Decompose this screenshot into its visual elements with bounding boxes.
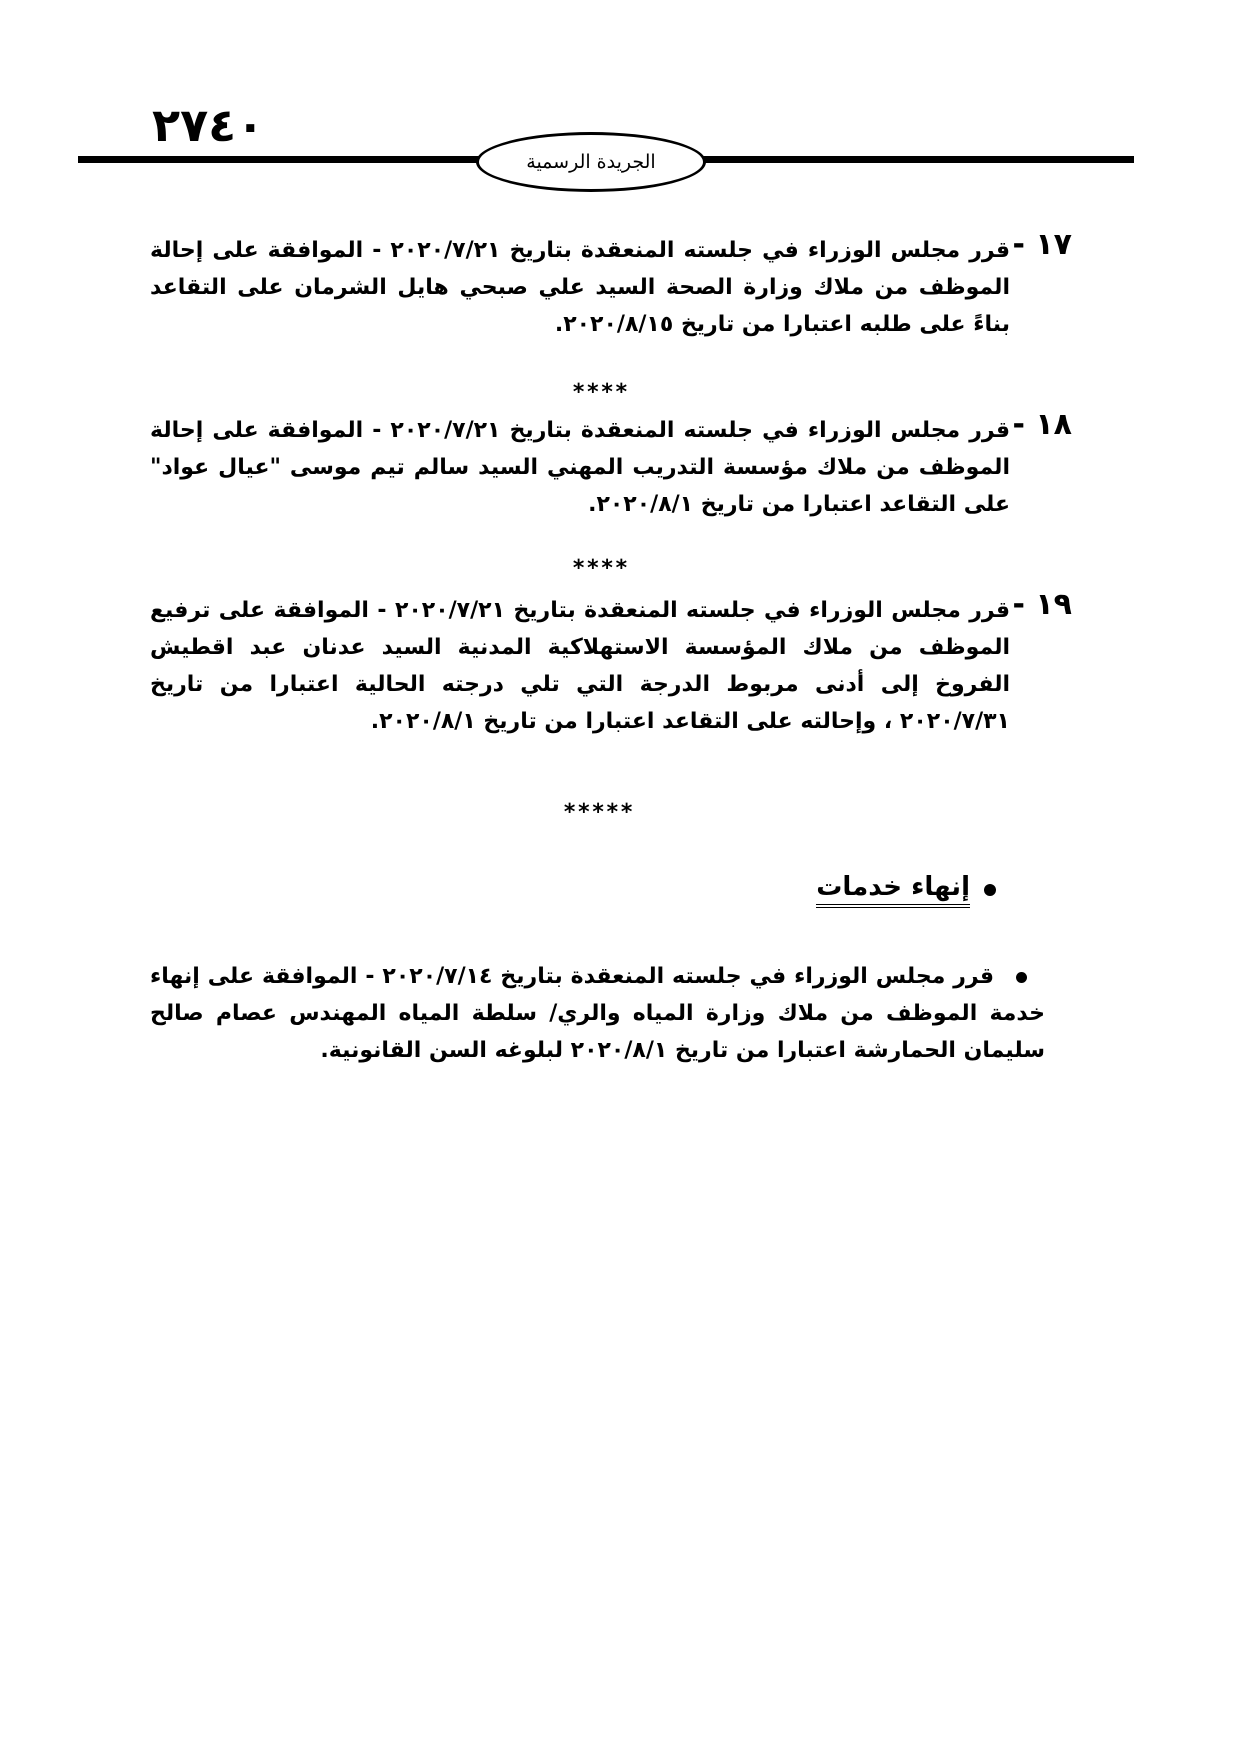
bullet-icon bbox=[984, 884, 996, 896]
bullet-icon bbox=[1016, 972, 1027, 983]
section-heading bbox=[816, 872, 996, 908]
separator-stars: **** bbox=[572, 556, 629, 581]
decision-item-19 bbox=[150, 587, 1072, 740]
item-text: قرر مجلس الوزراء في جلسته المنعقدة بتاريخ ٢٠٢٠/٧/٢١ - الموافقة على إحالة الموظف من ملاك وزارة الصحة السيد علي صبحي هايل الشرمان على التقاعد بناءً على طلبه اعتبارا من تاريخ ٢٠٢٠/٨/١٥. bbox=[150, 238, 1011, 337]
item-text: قرر مجلس الوزراء في جلسته المنعقدة بتاريخ ٢٠٢٠/٧/٢١ - الموافقة على ترفيع الموظف من ملاك المؤسسة الاستهلاكية المدنية السيد عدنان عبد اقطيش الفروخ إلى أدنى مربوط الدرجة التي تلي درجته الحالية اعتبارا من تاريخ ٢٠٢٠/٧/٣١ ، وإحالته على التقاعد اعتبارا من تاريخ ٢٠٢٠/٨/١. bbox=[150, 598, 1010, 734]
termination-item bbox=[150, 958, 1045, 1069]
item-number: ١٨ - bbox=[1012, 407, 1072, 442]
section-title: إنهاء خدمات bbox=[816, 872, 970, 908]
separator-stars: **** bbox=[572, 380, 629, 405]
decision-item-17 bbox=[150, 227, 1072, 343]
separator-stars: ***** bbox=[563, 800, 635, 825]
gazette-title-oval bbox=[476, 132, 706, 192]
item-text: قرر مجلس الوزراء في جلسته المنعقدة بتاريخ ٢٠٢٠/٧/٢١ - الموافقة على إحالة الموظف من ملاك مؤسسة التدريب المهني السيد سالم تيم موسى "عيال عواد" على التقاعد اعتبارا من تاريخ ٢٠٢٠/٨/١. bbox=[150, 418, 1011, 517]
item-number: ١٧ - bbox=[1012, 227, 1072, 262]
item-number: ١٩ - bbox=[1012, 587, 1072, 622]
termination-text: قرر مجلس الوزراء في جلسته المنعقدة بتاريخ ٢٠٢٠/٧/١٤ - الموافقة على إنهاء خدمة الموظف من ملاك وزارة المياه والري/ سلطة المياه المهندس عصام صالح سليمان الحمارشة اعتبارا من تاريخ ٢٠٢٠/٨/١ لبلوغه السن القانونية. bbox=[150, 964, 1045, 1063]
page-number: ٢٧٤٠ bbox=[152, 98, 265, 152]
gazette-title: الجريدة الرسمية bbox=[526, 151, 656, 173]
decision-item-18 bbox=[150, 407, 1072, 523]
